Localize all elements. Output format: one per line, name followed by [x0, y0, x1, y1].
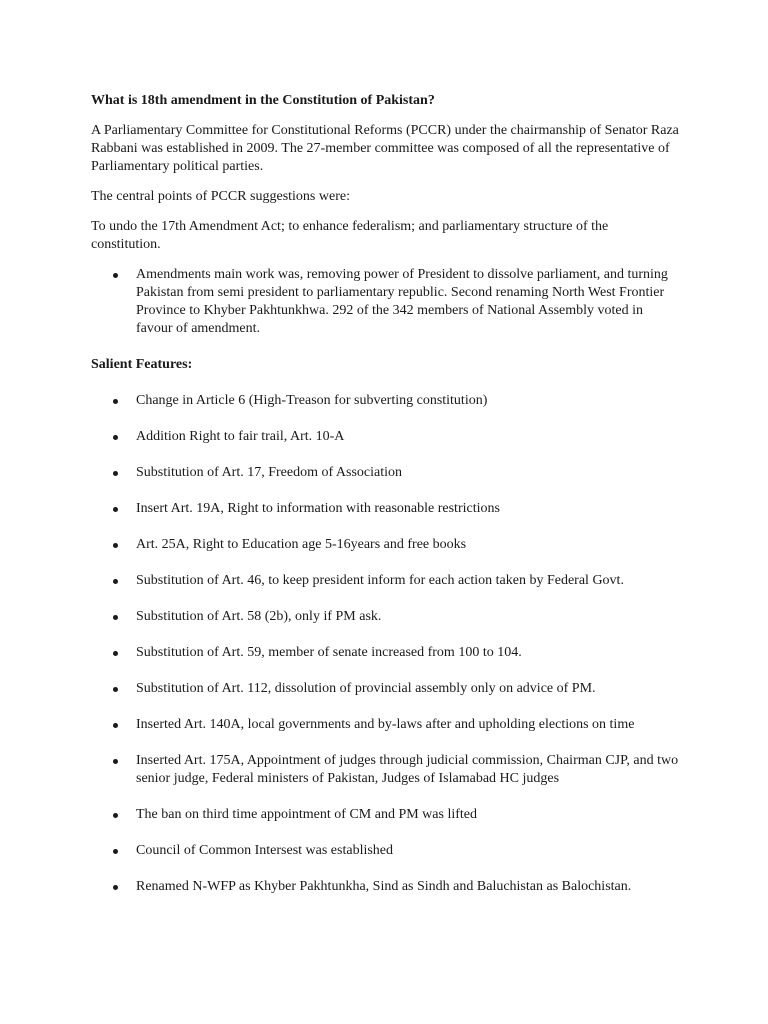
bullet-icon — [113, 687, 118, 692]
list-item-text: The ban on third time appointment of CM and PM was lifted — [136, 807, 478, 822]
document-heading: What is 18th amendment in the Constitution of Pakistan? — [91, 93, 435, 108]
bullet-icon — [113, 435, 118, 440]
intro-paragraph: A Parliamentary Committee for Constitutional Reforms (PCCR) under the chairmanship of Senator Raza Rabbani was established in 2009. The 27-member committee was composed of all the representative of Parliamentary political parties. — [91, 123, 679, 174]
list-item-text: Change in Article 6 (High-Treason for subverting constitution) — [136, 393, 488, 408]
bullet-icon — [113, 471, 118, 476]
list-item — [91, 392, 681, 410]
bullet-icon — [113, 651, 118, 656]
list-item-text: Insert Art. 19A, Right to information with reasonable restrictions — [136, 501, 500, 516]
list-item-text: Substitution of Art. 46, to keep president inform for each action taken by Federal Govt. — [136, 573, 624, 588]
salient-features-list — [91, 392, 681, 896]
list-item-text: Addition Right to fair trail, Art. 10-A — [136, 429, 345, 444]
list-item-text: Substitution of Art. 58 (2b), only if PM ask. — [136, 609, 382, 624]
bullet-icon — [113, 273, 118, 278]
list-item — [91, 536, 681, 554]
list-item-text: Substitution of Art. 17, Freedom of Association — [136, 465, 402, 480]
bullet-icon — [113, 813, 118, 818]
list-item-text: Amendments main work was, removing power of President to dissolve parliament, and turning Pakistan from semi president to parliamentary republic. Second renaming North West Frontier Province to Khyber Pakhtunkhwa. 292 of the 342 members of National Assembly voted in favour of amendment. — [136, 267, 668, 336]
list-item — [91, 464, 681, 482]
document-page — [91, 92, 681, 914]
bullet-icon — [113, 849, 118, 854]
list-item-text: Council of Common Intersest was established — [136, 843, 394, 858]
bullet-icon — [113, 615, 118, 620]
amendment-goals-paragraph: To undo the 17th Amendment Act; to enhance federalism; and parliamentary structure of the constitution. — [91, 219, 609, 252]
list-item — [91, 716, 681, 734]
bullet-icon — [113, 507, 118, 512]
list-item-text: Substitution of Art. 59, member of senate increased from 100 to 104. — [136, 645, 522, 660]
list-item — [91, 266, 681, 338]
pccr-points-paragraph: The central points of PCCR suggestions were: — [91, 189, 350, 204]
list-item — [91, 428, 681, 446]
list-item — [91, 806, 681, 824]
bullet-icon — [113, 399, 118, 404]
bullet-icon — [113, 885, 118, 890]
list-item-text: Renamed N-WFP as Khyber Pakhtunkha, Sind as Sindh and Baluchistan as Balochistan. — [136, 879, 632, 894]
bullet-icon — [113, 579, 118, 584]
list-item — [91, 644, 681, 662]
list-item — [91, 878, 681, 896]
bullet-icon — [113, 723, 118, 728]
intro-bullet-list — [91, 266, 681, 338]
list-item-text: Art. 25A, Right to Education age 5-16years and free books — [136, 537, 467, 552]
salient-features-heading: Salient Features: — [91, 357, 193, 372]
bullet-icon — [113, 759, 118, 764]
list-item — [91, 608, 681, 626]
list-item-text: Inserted Art. 140A, local governments and by-laws after and upholding elections on time — [136, 717, 635, 732]
list-item-text: Inserted Art. 175A, Appointment of judges through judicial commission, Chairman CJP, and two senior judge, Federal ministers of Pakistan, Judges of Islamabad HC judges — [136, 753, 679, 786]
list-item — [91, 842, 681, 860]
list-item — [91, 572, 681, 590]
list-item — [91, 500, 681, 518]
list-item-text: Substitution of Art. 112, dissolution of provincial assembly only on advice of PM. — [136, 681, 596, 696]
bullet-icon — [113, 543, 118, 548]
list-item — [91, 752, 681, 788]
list-item — [91, 680, 681, 698]
